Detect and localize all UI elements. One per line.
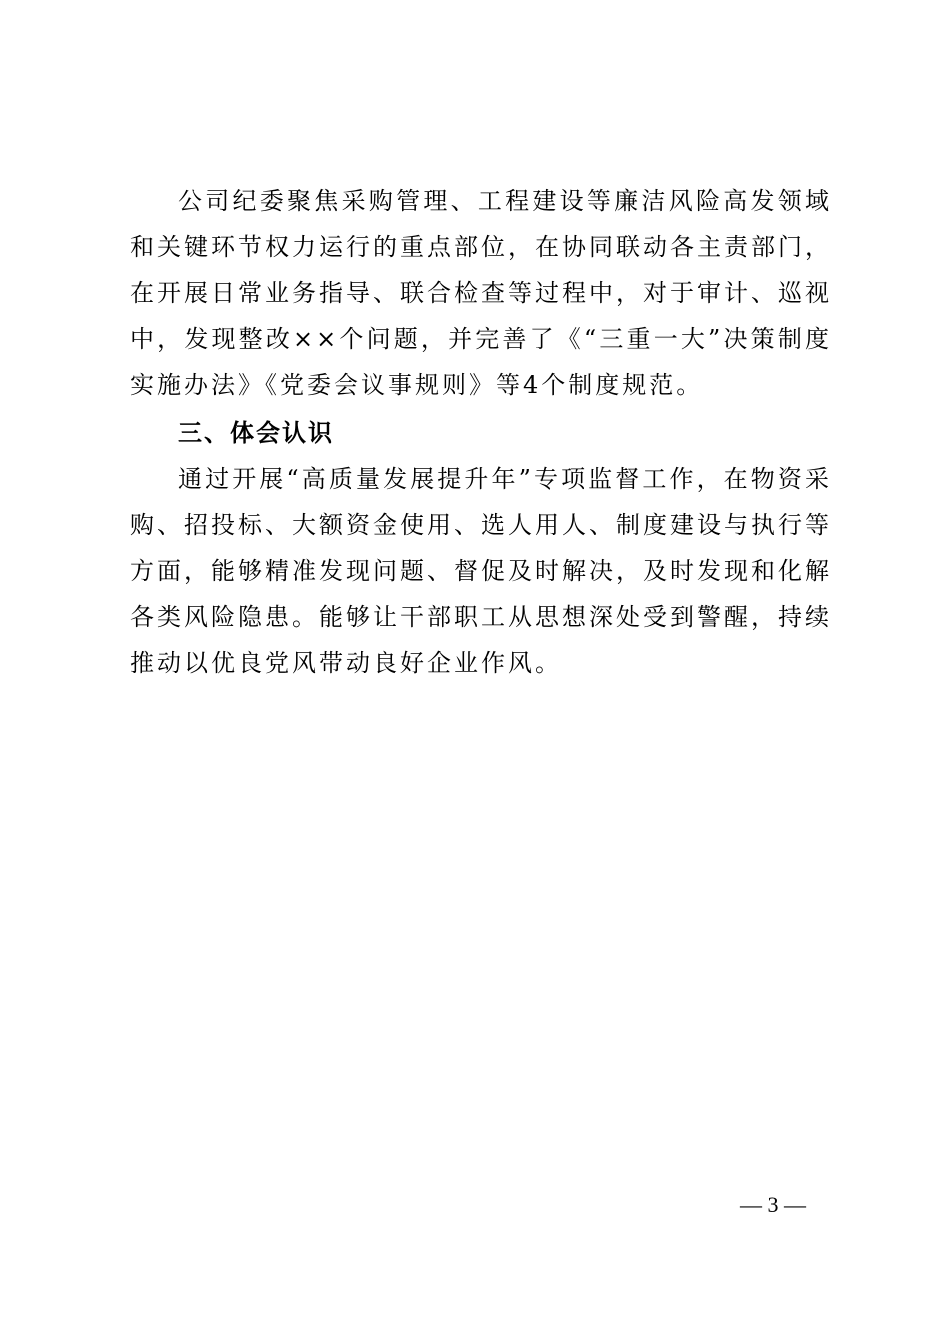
body-paragraph: 通过开展“高质量发展提升年”专项监督工作，在物资采购、招投标、大额资金使用、选人用人、制度建设与执行等方面，能够精准发现问题、督促及时解决，及时发现和化解各类风险隐患。能够让干部职工从思想深处受到警醒，持续推动以优良党风带动良好企业作风。	[130, 465, 832, 677]
page-number: — 3 —	[740, 1192, 806, 1217]
body-paragraph: 公司纪委聚焦采购管理、工程建设等廉洁风险高发领域和关键环节权力运行的重点部位，在协同联动各主责部门，在开展日常业务指导、联合检查等过程中，对于审计、巡视中，发现整改××个问题，并完善了《“三重一大”决策制度实施办法》《党委会议事规则》等4个制度规范。	[130, 187, 832, 399]
section-heading: 三、体会认识	[178, 419, 334, 447]
